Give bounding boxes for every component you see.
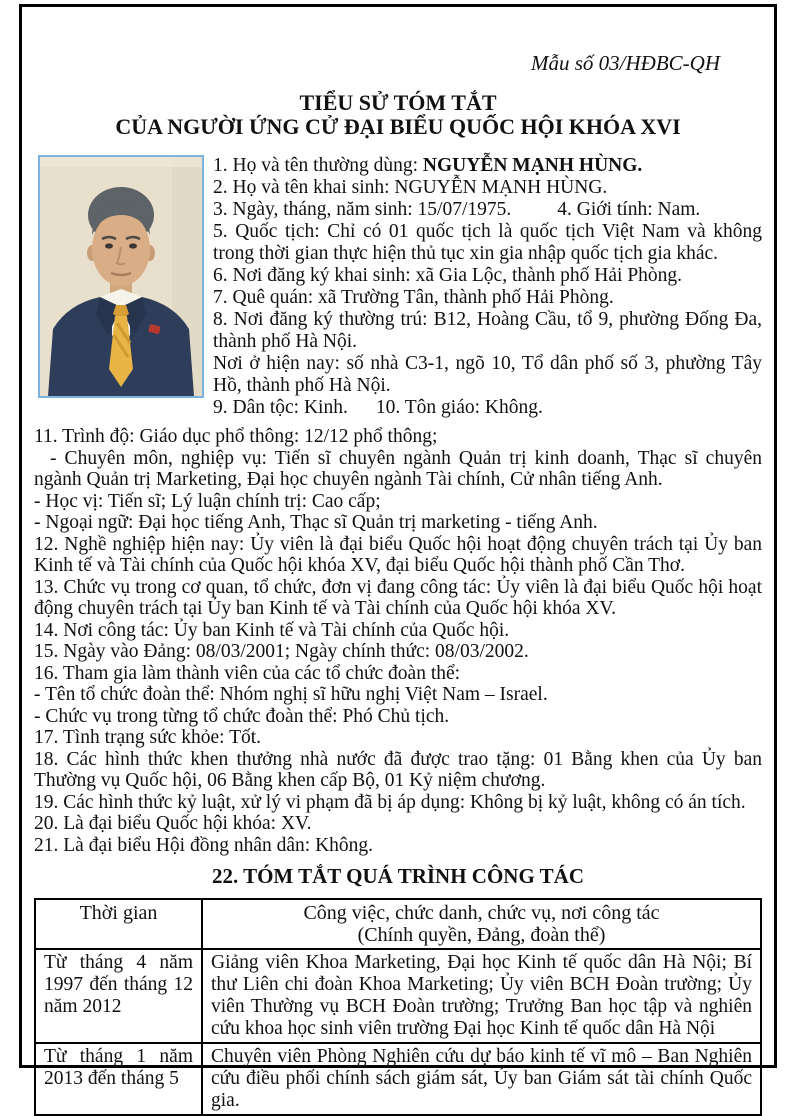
bio-item-11: 11. Trình độ: Giáo dục phổ thông: 12/12 phổ thông; xyxy=(34,426,438,447)
bio-item-21: 21. Là đại biểu Hội đồng nhân dân: Không. xyxy=(34,834,374,856)
candidate-name: NGUYỄN MẠNH HÙNG. xyxy=(422,155,643,176)
bio-item-6: 6. Nơi đăng ký khai sinh: xã Gia Lộc, thành phố Hải Phòng. xyxy=(213,265,683,286)
bio-item-18: 18. Các hình thức khen thưởng nhà nước đã được trao tặng: 01 Bằng khen của Ủy ban Thường vụ Quốc hội, 06 Bằng khen cấp Bộ, 01 Kỷ niệm chương. xyxy=(34,748,762,791)
bio-item-16b: - Tên tổ chức đoàn thể: Nhóm nghị sĩ hữu nghị Việt Nam – Israel. xyxy=(34,684,548,705)
bio-item-14: 14. Nơi công tác: Ủy ban Kinh tế và Tài chính của Quốc hội. xyxy=(34,619,510,641)
form-number: Mẫu số 03/HĐBC-QH xyxy=(531,51,720,75)
career-row-2-time: Từ tháng 1 năm 2013 đến tháng 5 xyxy=(35,1043,202,1115)
top-section xyxy=(34,155,762,419)
career-row-2-work: Chuyên viên Phòng Nghiên cứu dự báo kinh tế vĩ mô – Ban Nghiên cứu điều phối chính sách giám sát, Ủy ban Giám sát tài chính Quốc gia. xyxy=(202,1043,761,1115)
bio-item-15: 15. Ngày vào Đảng: 08/03/2001; Ngày chính thức: 08/03/2002. xyxy=(34,641,529,662)
bio-item-7: 7. Quê quán: xã Trường Tân, thành phố Hải Phòng. xyxy=(213,287,614,308)
bio-item-20: 20. Là đại biểu Quốc hội khóa: XV. xyxy=(34,813,312,834)
bio-item-1: 1. Họ và tên thường dùng: NGUYỄN MẠNH HÙNG. xyxy=(213,155,643,176)
title-line-1: TIỂU SỬ TÓM TẮT xyxy=(299,90,497,115)
portrait-illustration xyxy=(40,157,202,396)
bio-item-16: 16. Tham gia làm thành viên của các tổ chức đoàn thể: xyxy=(34,662,461,684)
document-title xyxy=(34,91,762,139)
career-row-1-time: Từ tháng 4 năm 1997 đến tháng 12 năm 2012 xyxy=(35,949,202,1043)
title-line-2: CỦA NGƯỜI ỨNG CỬ ĐẠI BIỂU QUỐC HỘI KHÓA XVI xyxy=(115,114,681,139)
career-table-header-row xyxy=(35,899,761,949)
bio-item-11c: - Học vị: Tiến sĩ; Lý luận chính trị: Cao cấp; xyxy=(34,490,381,512)
bio-item-11d: - Ngoại ngữ: Đại học tiếng Anh, Thạc sĩ Quản trị marketing - tiếng Anh. xyxy=(34,512,598,533)
bio-item-19: 19. Các hình thức kỷ luật, xử lý vi phạm đã bị áp dụng: Không bị kỷ luật, không có án tích. xyxy=(34,791,746,813)
bio-item-3-4: 3. Ngày, tháng, năm sinh: 15/07/1975. 4. Giới tính: Nam. xyxy=(213,199,701,220)
career-row-1-work: Giảng viên Khoa Marketing, Đại học Kinh tế quốc dân Hà Nội; Bí thư Liên chi đoàn Khoa Marketing; Ủy viên BCH Đoàn trường; Ủy viên Thường vụ BCH Đoàn trường; Trưởng Ban học tập và nghiên cứu khoa học sinh viên trường Đại học Kinh tế quốc dân Hà Nội xyxy=(202,949,761,1043)
column-header-time: Thời gian xyxy=(35,899,202,949)
career-row-2 xyxy=(35,1043,761,1115)
bio-item-16c: - Chức vụ trong từng tổ chức đoàn thể: Phó Chủ tịch. xyxy=(34,705,450,727)
column-header-work: Công việc, chức danh, chức vụ, nơi công tác (Chính quyền, Đảng, đoàn thể) xyxy=(202,899,761,949)
bio-item-8: 8. Nơi đăng ký thường trú: B12, Hoàng Cầu, tổ 9, phường Đống Đa, thành phố Hà Nội. xyxy=(213,309,762,352)
bio-details xyxy=(34,426,762,856)
career-row-1 xyxy=(35,949,761,1043)
document-body xyxy=(22,51,774,1116)
personal-info xyxy=(213,155,762,419)
career-table xyxy=(34,898,762,1116)
bio-item-11b: - Chuyên môn, nghiệp vụ: Tiến sĩ chuyên ngành Quản trị kinh doanh, Thạc sĩ chuyên ngành Quản trị Marketing, Đại học chuyên ngành Tài chính, Cử nhân tiếng Anh. xyxy=(34,447,762,490)
bio-item-2: 2. Họ và tên khai sinh: NGUYỄN MẠNH HÙNG. xyxy=(213,177,608,198)
bio-item-5: 5. Quốc tịch: Chỉ có 01 quốc tịch là quốc tịch Việt Nam và không trong thời gian thực hiện thủ tục xin gia nhập quốc tịch gia khác. xyxy=(213,221,762,264)
candidate-photo xyxy=(38,155,204,398)
bio-item-12: 12. Nghề nghiệp hiện nay: Ủy viên là đại biểu Quốc hội hoạt động chuyên trách tại Ủy ban Kinh tế và Tài chính của Quốc hội khóa XV, đại biểu Quốc hội thành phố Cần Thơ. xyxy=(34,533,762,576)
bio-item-8b: Nơi ở hiện nay: số nhà C3-1, ngõ 10, Tổ dân phố số 3, phường Tây Hồ, thành phố Hà Nội. xyxy=(213,353,762,396)
bio-item-17: 17. Tình trạng sức khỏe: Tốt. xyxy=(34,727,262,748)
page-frame xyxy=(19,4,777,1111)
bio-item-9-10: 9. Dân tộc: Kinh. 10. Tôn giáo: Không. xyxy=(213,397,543,418)
career-section-heading: 22. TÓM TẮT QUÁ TRÌNH CÔNG TÁC xyxy=(211,864,585,888)
bio-item-13: 13. Chức vụ trong cơ quan, tổ chức, đơn vị đang công tác: Ủy viên là đại biểu Quốc hội hoạt động chuyên trách tại Ủy ban Kinh tế và Tài chính của Quốc hội khóa XV. xyxy=(34,576,762,619)
